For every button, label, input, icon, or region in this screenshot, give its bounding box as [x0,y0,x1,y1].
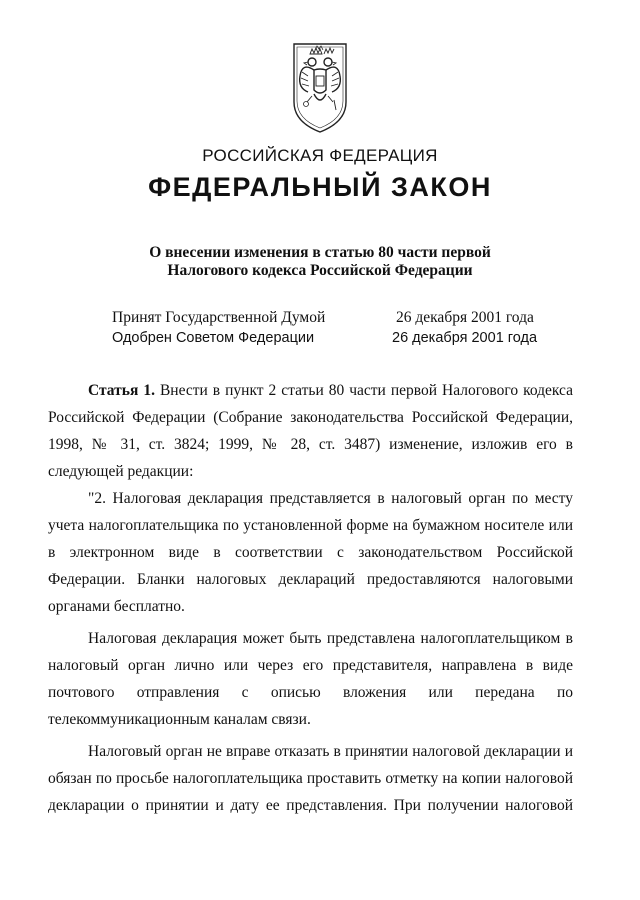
article-line: учета налогоплательщика по установленной форме на бумажном носителе или [48,517,573,534]
article-line: следующей редакции: [48,463,194,480]
article-line: 1998, № 31, ст. 3824; 1999, № 28, ст. 3487) изменение, изложив его в [48,436,573,453]
article-line: органами бесплатно. [48,598,185,615]
article-line: Российской Федерации (Собрание законодательства Российской Федерации, [48,409,573,426]
article-line: "2. Налоговая декларация представляется в налоговый орган по месту [88,490,573,507]
article-line: почтового отправления с описью вложения или передана по [48,684,573,701]
article-line [88,378,573,404]
article-line: Налоговая декларация может быть представлена налогоплательщиком в [88,630,573,647]
adopted-by-duma-date: 26 декабря 2001 года [396,309,534,326]
article-heading: Статья 1. [88,382,155,399]
coat-of-arms-emblem [288,40,352,136]
article-line: декларации о принятии и дату ее представления. При получении налоговой [48,797,573,814]
article-line: Налоговый орган не вправе отказать в принятии налоговой декларации и [88,743,573,760]
article-line: телекоммуникационным каналам связи. [48,711,311,728]
adopted-by-duma-label: Принят Государственной Думой [112,309,326,326]
law-title-line: Налогового кодекса Российской Федерации [167,262,473,279]
approved-by-council-label: Одобрен Советом Федерации [112,330,315,346]
article-text: Внести в пункт 2 статьи 80 части первой Налогового кодекса [154,382,574,399]
document-type-heading: ФЕДЕРАЛЬНЫЙ ЗАКОН [148,172,492,202]
approved-by-council-date: 26 декабря 2001 года [392,330,538,346]
article-line: Федерации. Бланки налоговых деклараций предоставляются налоговыми [48,571,573,588]
country-name: РОССИЙСКАЯ ФЕДЕРАЦИЯ [202,146,438,165]
article-line: налоговый орган лично или через его представителя, направлена в виде [48,657,573,674]
law-title [0,244,640,280]
law-title-line: О внесении изменения в статью 80 части первой [149,244,491,261]
article-line: в электронном виде в соответствии с законодательством Российской [48,544,573,561]
article-line: обязан по просьбе налогоплательщика проставить отметку на копии налоговой [48,770,573,787]
